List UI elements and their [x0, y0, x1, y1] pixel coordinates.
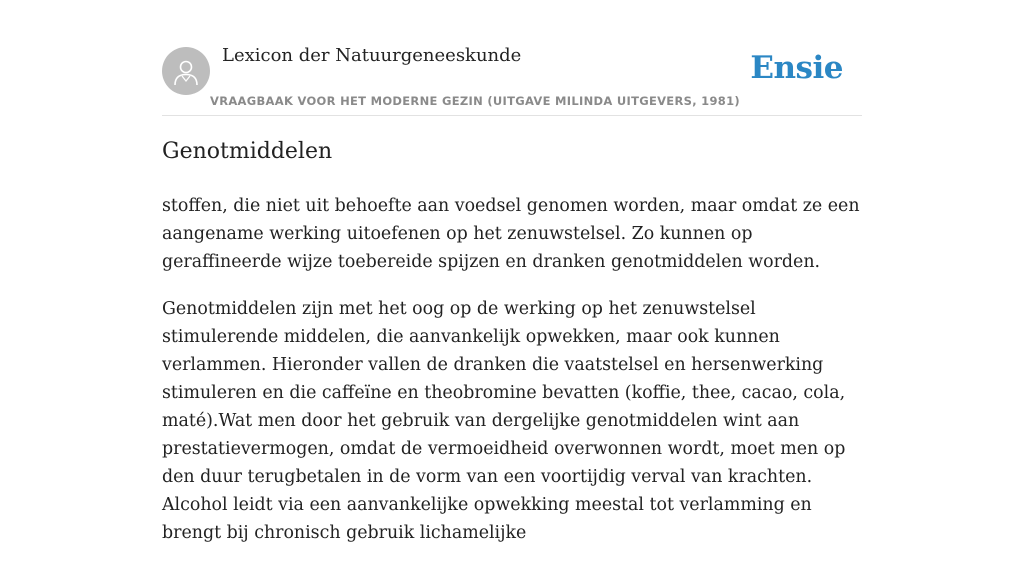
lexicon-subtitle: VRAAGBAAK VOOR HET MODERNE GEZIN (UITGAVE MILINDA UITGEVERS, 1981) — [210, 94, 740, 108]
article-paragraph: stoffen, die niet uit behoefte aan voedsel genomen worden, maar omdat ze een aangename werking uitoefenen op het zenuwstelsel. Zo kunnen op geraffineerde wijze toebereide spijzen en dranken genotmiddelen worden. — [162, 196, 860, 272]
article-title: Genotmiddelen — [162, 139, 333, 164]
lexicon-header — [162, 0, 862, 116]
brand-logo-link[interactable]: Ensie — [750, 50, 843, 86]
article-body — [162, 192, 862, 566]
avatar[interactable] — [162, 47, 210, 95]
content-container — [162, 0, 862, 543]
user-icon — [171, 56, 201, 86]
article-paragraph: Genotmiddelen zijn met het oog op de werking op het zenuwstelsel stimulerende middelen, die aanvankelijk opwekken, maar ook kunnen verlammen. Hieronder vallen de dranken die vaatstelsel en hersenwerking stimuleren en die caffeïne en theobromine bevatten (koffie, thee, cacao, cola, maté).Wat men door het gebruik van dergelijke genotmiddelen wint aan prestatievermogen, omdat de vermoeidheid overwonnen wordt, moet men op den duur terugbetalen in de vorm van een voortijdig verval van krachten. Alcohol leidt via een aanvankelijke opwekking meestal tot verlamming en brengt bij chronisch gebruik lichamelijke — [162, 299, 846, 543]
lexicon-title-link[interactable]: Lexicon der Natuurgeneeskunde — [222, 45, 522, 66]
